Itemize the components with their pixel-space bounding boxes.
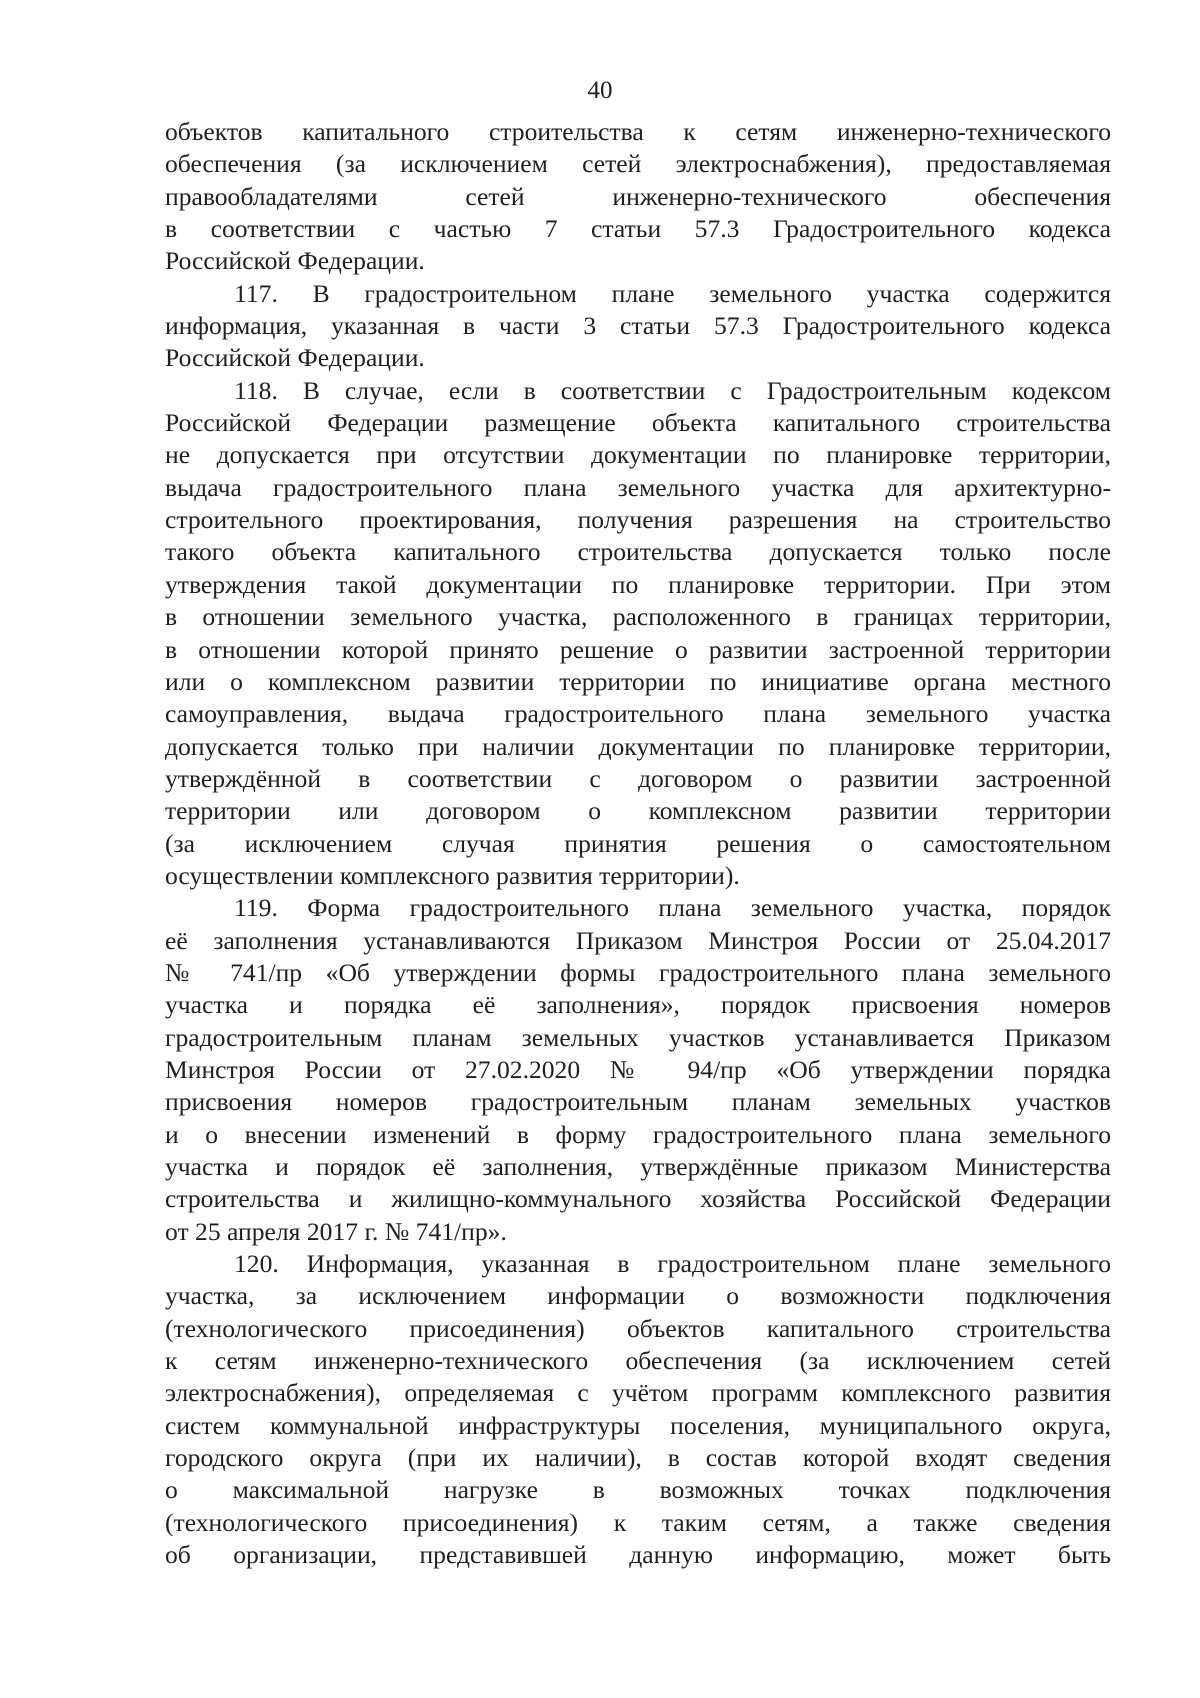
text-line: городского округа (при их наличии), в состав которой входят сведения (165, 1443, 1111, 1473)
text-line: электроснабжения), определяемая с учётом программ комплексного развития (165, 1378, 1111, 1408)
text-line: Российской Федерации. (165, 343, 425, 373)
text-line: Минстроя России от 27.02.2020 № 94/пр «Об утверждении порядка (165, 1054, 1111, 1084)
text-line: обеспечения (за исключением сетей электроснабжения), предоставляемая (165, 149, 1111, 179)
text-line: № 741/пр «Об утверждении формы градостроительного плана земельного (165, 957, 1111, 987)
text-line: присвоения номеров градостроительным планам земельных участков (165, 1087, 1111, 1117)
text-line: в отношении которой принято решение о развитии застроенной территории (165, 634, 1111, 664)
text-line: участка, за исключением информации о возможности подключения (165, 1281, 1111, 1311)
text-line: Российской Федерации размещение объекта капитального строительства (165, 408, 1111, 438)
text-line: осуществлении комплексного развития территории). (165, 860, 740, 890)
text-line: или о комплексном развитии территории по инициативе органа местного (165, 666, 1111, 696)
text-line: и о внесении изменений в форму градостроительного плана земельного (165, 1119, 1111, 1149)
text-line: 117. В градостроительном плане земельного участка содержится (234, 278, 1111, 308)
paragraph-118 (165, 375, 1111, 893)
text-line: систем коммунальной инфраструктуры поселения, муниципального округа, (165, 1410, 1111, 1440)
text-line: в отношении земельного участка, расположенного в границах территории, (165, 602, 1111, 632)
text-line: (за исключением случая принятия решения о самостоятельном (165, 828, 1111, 858)
text-line: не допускается при отсутствии документации по планировке территории, (165, 440, 1111, 470)
text-line: утверждения такой документации по планировке территории. При этом (165, 569, 1111, 599)
document-body (165, 116, 1111, 1571)
text-line: строительного проектирования, получения разрешения на строительство (165, 505, 1111, 535)
text-line: участка и порядка её заполнения», порядок присвоения номеров (165, 990, 1111, 1020)
paragraph-120 (165, 1248, 1111, 1571)
text-line: Российской Федерации. (165, 246, 425, 276)
text-line: в соответствии с частью 7 статьи 57.3 Градостроительного кодекса (165, 214, 1111, 244)
paragraph-continued (165, 116, 1111, 278)
text-line: от 25 апреля 2017 г. № 741/пр». (165, 1216, 507, 1246)
text-line: к сетям инженерно-технического обеспечения (за исключением сетей (165, 1346, 1111, 1376)
text-line: об организации, представившей данную информацию, может быть (165, 1540, 1111, 1570)
text-line: такого объекта капитального строительства допускается только после (165, 537, 1111, 567)
text-line: территории или договором о комплексном развитии территории (165, 796, 1111, 826)
text-line: 119. Форма градостроительного плана земельного участка, порядок (234, 893, 1111, 923)
text-line: правообладателями сетей инженерно-технического обеспечения (165, 181, 1111, 211)
text-line: 118. В случае, если в соответствии с Градостроительным кодексом (234, 375, 1111, 405)
text-line: (технологического присоединения) объектов капитального строительства (165, 1313, 1111, 1343)
text-line: её заполнения устанавливаются Приказом Минстроя России от 25.04.2017 (165, 925, 1111, 955)
paragraph-119 (165, 892, 1111, 1248)
text-line: (технологического присоединения) к таким сетям, а также сведения (165, 1507, 1111, 1537)
text-line: строительства и жилищно-коммунального хозяйства Российской Федерации (165, 1184, 1111, 1214)
text-line: объектов капитального строительства к сетям инженерно-технического (165, 117, 1111, 146)
text-line: допускается только при наличии документации по планировке территории, (165, 731, 1111, 761)
text-line: утверждённой в соответствии с договором о развитии застроенной (165, 763, 1111, 793)
text-line: самоуправления, выдача градостроительного плана земельного участка (165, 699, 1111, 729)
text-line: градостроительным планам земельных участков устанавливается Приказом (165, 1022, 1111, 1052)
text-line: выдача градостроительного плана земельного участка для архитектурно- (165, 472, 1111, 502)
page-number: 40 (587, 77, 613, 104)
text-line: 120. Информация, указанная в градостроительном плане земельного (234, 1249, 1111, 1279)
text-line: информация, указанная в части 3 статьи 57.3 Градостроительного кодекса (165, 311, 1111, 341)
paragraph-117 (165, 278, 1111, 375)
text-line: о максимальной нагрузке в возможных точках подключения (165, 1475, 1111, 1505)
text-line: участка и порядок её заполнения, утверждённые приказом Министерства (165, 1152, 1111, 1181)
